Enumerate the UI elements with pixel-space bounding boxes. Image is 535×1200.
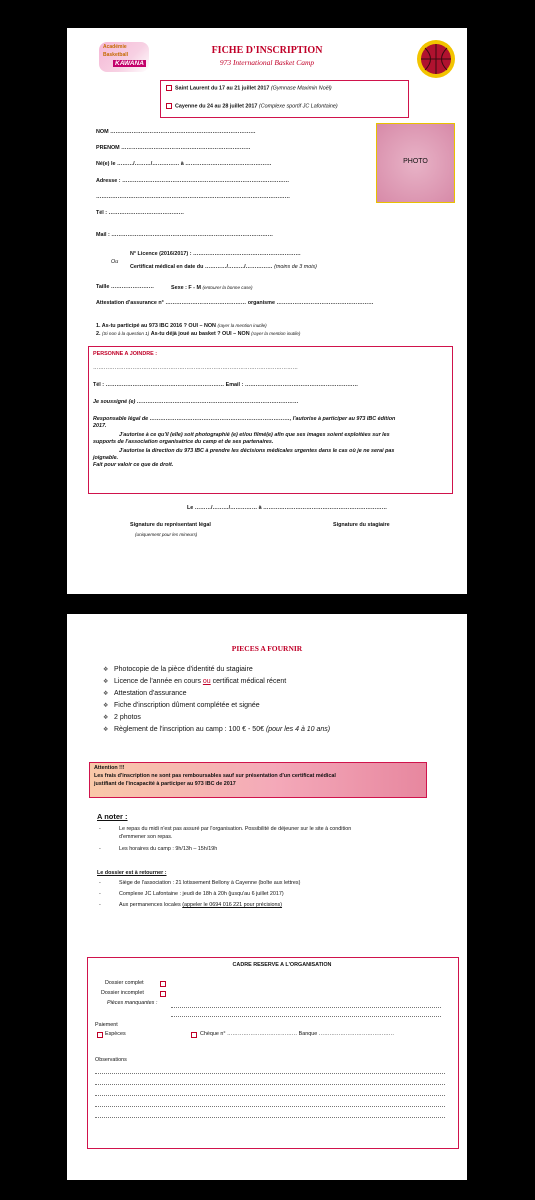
attestation-field[interactable]: Attestation d'assurance n° ……………………………………… organisme ………………………………………………: [96, 300, 374, 306]
responsable-year: 2017.: [93, 423, 107, 429]
date-place-field[interactable]: Le ………/………/…………… à ……………………………………………………………: [187, 505, 388, 511]
photo-box[interactable]: [376, 123, 455, 203]
pieces-manquantes-line-2[interactable]: [171, 1016, 441, 1017]
a-noter-item: Le repas du midi n'est pas assuré par l'organisation. Possibilité de déjeuner sur le site à condition: [119, 826, 352, 832]
checkbox-icon[interactable]: [166, 85, 172, 91]
phone-link[interactable]: (appeler le 0694 016 221 pour précisions): [182, 902, 283, 908]
piece-item: ❖ Photocopie de la pièce d'identité du stagiaire: [103, 666, 253, 673]
diamond-bullet-icon: ❖: [103, 715, 109, 721]
observations-line[interactable]: [95, 1073, 445, 1074]
licence-field[interactable]: N° Licence (2016/2017) : ……………………………………………………: [130, 251, 301, 257]
observations-line[interactable]: [95, 1106, 445, 1107]
birth-field[interactable]: Né(e) le ………/………/…………… à …………………………………………: [96, 161, 272, 167]
photo-label: PHOTO: [403, 158, 428, 165]
piece-item: ❖ Fiche d'inscription dûment complétée et signée: [103, 702, 260, 709]
attention-box: [89, 762, 427, 798]
cheque-checkbox[interactable]: [191, 1032, 197, 1038]
dossier-complet-checkbox[interactable]: [160, 981, 166, 987]
dash-bullet: -: [99, 826, 101, 832]
a-noter-title: A noter :: [97, 812, 128, 821]
dash-bullet: -: [99, 902, 101, 908]
diamond-bullet-icon: ❖: [103, 703, 109, 709]
dash-bullet: -: [99, 891, 101, 897]
logo-text-3: KAWANA: [115, 60, 144, 67]
mail-field[interactable]: Mail : ………………………………………………………………………………: [96, 232, 273, 238]
dossier-complet-label: Dossier complet: [105, 980, 144, 986]
ou-label: Ou: [111, 259, 119, 265]
responsable-field[interactable]: Responsable légal de ……………………………………………………………………, l'autorise à participer au 973 IBC édition: [93, 416, 396, 422]
signature-legal-label: Signature du représentant légal: [130, 522, 211, 528]
form-title: FICHE D'INSCRIPTION: [211, 45, 323, 56]
contact-name-field[interactable]: ……………………………………………………………………………………………………: [93, 365, 298, 371]
piece-item: ❖ Règlement de l'inscription au camp : 100 € - 50€ (pour les 4 à 10 ans): [103, 726, 331, 733]
attention-title: Attention !!!: [94, 765, 125, 771]
checkbox-icon[interactable]: [166, 103, 172, 109]
dossier-incomplet-label: Dossier incomplet: [101, 990, 144, 996]
autorisation-images: J'autorise à ce qu'il (elle) soit photographié (e) et/ou filmé(e) afin que ses images soient exploitées sur les: [119, 432, 390, 438]
diamond-bullet-icon: ❖: [103, 691, 109, 697]
dossier-title: Le dossier est à retourner :: [97, 870, 167, 876]
a-noter-item: d'emmener son repas.: [119, 834, 173, 840]
je-soussigne-field[interactable]: Je soussigné (e) ………………………………………………………………………………: [93, 399, 299, 405]
autorisation-images-2: supports de l'association organisatrice du camp et de ses partenaires.: [93, 439, 274, 445]
logo-text-2: Basketball: [103, 52, 129, 58]
diamond-bullet-icon: ❖: [103, 727, 109, 733]
dossier-item: Aux permanences locales (appeler le 0694 016 221 pour précisions): [119, 902, 283, 908]
observations-line[interactable]: [95, 1117, 445, 1118]
registration-form-page: [67, 28, 467, 594]
attention-text-2: justifiant de l'incapacité à participer au 973 IBC de 2017: [94, 781, 236, 787]
session-saint-laurent[interactable]: Saint Laurent du 17 au 21 juillet 2017 (Gymnase Maximin Noël): [166, 85, 332, 92]
cheque-field[interactable]: Chèque n° ………………………………… Banque ……………………………………: [200, 1031, 395, 1037]
observations-label: Observations: [95, 1057, 127, 1063]
especes-checkbox[interactable]: [97, 1032, 103, 1038]
tel-field[interactable]: Tél : ……………………………………: [96, 210, 185, 216]
logo-text-1: Académie: [103, 44, 127, 50]
question-1[interactable]: 1. As-tu participé au 973 IBC 2016 ? OUI – NON (rayer la mention inutile): [96, 323, 267, 329]
address-field[interactable]: Adresse : …………………………………………………………………………………: [96, 178, 290, 184]
a-noter-item: Les horaires du camp : 9h/13h – 15h/19h: [119, 846, 218, 852]
dossier-item: Complexe JC Lafontaine : jeudi de 18h à 20h (jusqu'au 6 juillet 2017): [119, 891, 284, 897]
attention-text: Les frais d'inscription ne sont pas remboursables sauf sur présentation d'un certificat médical: [94, 773, 336, 779]
pieces-manquantes-line[interactable]: [171, 1007, 441, 1008]
dossier-item: Siège de l'association : 21 lotissement Bellony à Cayenne (boîte aux lettres): [119, 880, 301, 886]
sexe-field[interactable]: Sexe : F - M (entourer la bonne case): [171, 285, 253, 291]
diamond-bullet-icon: ❖: [103, 667, 109, 673]
prenom-field[interactable]: PRENOM ………………………………………………………………: [96, 145, 251, 151]
dash-bullet: -: [99, 846, 101, 852]
form-subtitle: 973 International Basket Camp: [219, 58, 315, 67]
diamond-bullet-icon: ❖: [103, 679, 109, 685]
contact-tel-email-field[interactable]: Tél : ………………………………………………………… Email : ………………………………………………………: [93, 382, 359, 388]
signature-stagiaire-label: Signature du stagiaire: [333, 522, 390, 528]
fait-pour-valoir: Fait pour valoir ce que de droit.: [93, 462, 174, 468]
basketball-logo: [415, 38, 457, 80]
cadre-title: CADRE RESERVE A L'ORGANISATION: [232, 962, 332, 968]
address-field-2[interactable]: ………………………………………………………………………………………………: [96, 194, 291, 200]
nom-field[interactable]: NOM ………………………………………………………………………: [96, 129, 256, 135]
question-2[interactable]: 2. (Si non à la question 1) As-tu déjà joué au basket ? OUI – NON (rayer la mention inutile): [96, 331, 301, 337]
taille-field[interactable]: Taille ……………………: [96, 284, 155, 290]
piece-item: ❖ Licence de l'année en cours ou certificat médical récent: [103, 678, 287, 685]
autorisation-medicale-2: joignable.: [93, 455, 119, 461]
signature-legal-note: (uniquement pour les mineurs): [135, 532, 198, 537]
observations-line[interactable]: [95, 1084, 445, 1085]
piece-item: ❖ Attestation d'assurance: [103, 690, 187, 697]
observations-line[interactable]: [95, 1095, 445, 1096]
pieces-manquantes-label: Pièces manquantes :: [107, 1000, 158, 1006]
dossier-incomplet-checkbox[interactable]: [160, 991, 166, 997]
pieces-title: PIECES A FOURNIR: [231, 644, 303, 653]
autorisation-medicale: J'autorise la direction du 973 IBC à prendre les décisions médicales urgentes dans le cas où je ne serai pas: [119, 448, 395, 454]
especes-label: Espèces: [105, 1031, 126, 1037]
documents-page: [67, 614, 467, 1180]
piece-item: ❖ 2 photos: [103, 714, 141, 721]
contact-title: PERSONNE A JOINDRE :: [93, 351, 157, 357]
certificat-field[interactable]: Certificat médical en date du …………/………/…………… (moins de 3 mois): [130, 264, 317, 270]
session-cayenne[interactable]: Cayenne du 24 au 28 juillet 2017 (Complexe sportif JC Lafontaine): [166, 103, 338, 110]
paiement-label: Paiement: [95, 1022, 118, 1028]
dash-bullet: -: [99, 880, 101, 886]
